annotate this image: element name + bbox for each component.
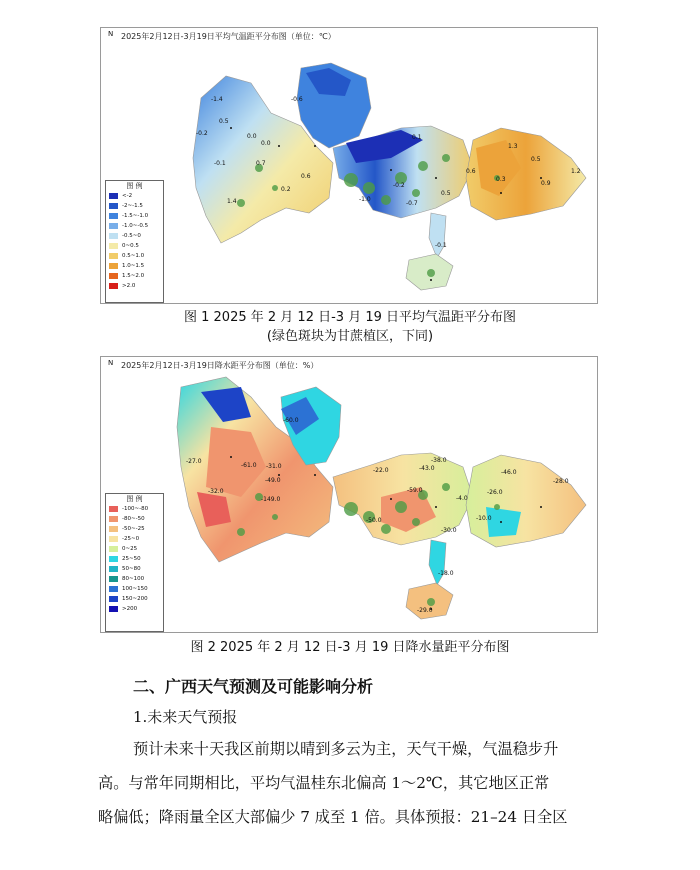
map-value: -4.0 (456, 495, 468, 502)
map-value: -49.0 (265, 477, 281, 484)
figure1-caption: 图 1 2025 年 2 月 12 日-3 月 19 日平均气温距平分布图 (184, 310, 516, 325)
legend-swatch (109, 243, 118, 249)
map-value: 0.5 (531, 156, 541, 163)
legend-swatch (109, 263, 118, 269)
map-legend (105, 180, 164, 303)
legend-item: >200 (109, 604, 163, 614)
map-value: 0.3 (496, 176, 506, 183)
legend-item: -1.5~-1.0 (109, 211, 163, 221)
map-value: 0.2 (281, 186, 291, 193)
legend-swatch (109, 233, 118, 239)
legend-item: 100~150 (109, 584, 163, 594)
figure2-caption: 图 2 2025 年 2 月 12 日-3 月 19 日降水量距平分布图 (190, 640, 510, 655)
map-value: -149.0 (261, 496, 281, 503)
map-value: -27.0 (186, 458, 202, 465)
map-value: 0.9 (541, 180, 551, 187)
map-value: -0.2 (196, 130, 208, 137)
paragraph-line: 略偏低；降雨量全区大部偏少 7 成至 1 倍。具体预报：21–24 日全区 (98, 808, 568, 826)
map-value: -18.0 (438, 570, 454, 577)
map-value: 0.0 (261, 140, 271, 147)
map-value: -0.2 (393, 182, 405, 189)
legend-swatch (109, 536, 118, 542)
map-value: -1.4 (211, 96, 223, 103)
legend-item: 0~0.5 (109, 241, 163, 251)
section-heading: 二、广西天气预测及可能影响分析 (133, 677, 374, 696)
map-value: -0.1 (214, 160, 226, 167)
legend-item: 0~25 (109, 544, 163, 554)
legend-swatch (109, 253, 118, 259)
map-value: 1.3 (508, 143, 518, 150)
map-value: 0.6 (466, 168, 476, 175)
legend-item: <-2 (109, 191, 163, 201)
legend-item: 1.5~2.0 (109, 271, 163, 281)
map-legend (105, 493, 164, 632)
map-value: -31.0 (266, 463, 282, 470)
map-value: -60.0 (283, 417, 299, 424)
legend-swatch (109, 516, 118, 522)
legend-swatch (109, 213, 118, 219)
map-value: 0.6 (301, 173, 311, 180)
legend-item: >2.0 (109, 281, 163, 291)
map-value: -0.7 (406, 200, 418, 207)
map-title: 2025年2月12日-3月19日降水距平分布图（单位：%） (121, 361, 319, 370)
map-value: -26.0 (487, 489, 503, 496)
legend-swatch (109, 223, 118, 229)
temperature-anomaly-map (100, 27, 598, 304)
legend-item: 1.0~1.5 (109, 261, 163, 271)
legend-swatch (109, 586, 118, 592)
map-title: 2025年2月12日-3月19日平均气温距平分布图（单位：℃） (121, 32, 336, 41)
legend-item: 50~80 (109, 564, 163, 574)
map-value: -30.0 (441, 527, 457, 534)
map-value: -28.0 (553, 478, 569, 485)
north-arrow-icon: N (108, 30, 114, 38)
legend-swatch (109, 576, 118, 582)
legend-item: 150~200 (109, 594, 163, 604)
map-value: 0.0 (247, 133, 257, 140)
paragraph-line: 预计未来十天我区前期以晴到多云为主，天气干燥，气温稳步升 (133, 740, 559, 758)
legend-item: 0.5~1.0 (109, 251, 163, 261)
legend-title: 图 例 (126, 495, 143, 503)
legend-item: -100~-80 (109, 504, 163, 514)
section-subheading: 1.未来天气预报 (133, 708, 238, 726)
map-value: 0.1 (412, 134, 422, 141)
figure1-caption-note: (绿色斑块为甘蔗植区，下同) (266, 329, 434, 344)
legend-swatch (109, 506, 118, 512)
precipitation-anomaly-map (100, 356, 598, 633)
legend-item: -50~-25 (109, 524, 163, 534)
legend-swatch (109, 526, 118, 532)
map-value: 0.7 (256, 160, 266, 167)
map-value: 0.5 (219, 118, 229, 125)
map-value: -61.0 (241, 462, 257, 469)
map-value: -32.0 (208, 488, 224, 495)
map-value: -10.0 (476, 515, 492, 522)
temperature-map-graphic (101, 28, 597, 303)
map-value: -22.0 (373, 467, 389, 474)
map-value: -38.0 (431, 457, 447, 464)
legend-swatch (109, 193, 118, 199)
map-value: 0.5 (441, 190, 451, 197)
map-value: 1.4 (227, 198, 237, 205)
map-value: -29.0 (417, 607, 433, 614)
legend-item: -80~-50 (109, 514, 163, 524)
legend-swatch (109, 606, 118, 612)
legend-swatch (109, 556, 118, 562)
legend-item: 80~100 (109, 574, 163, 584)
legend-item: -2~-1.5 (109, 201, 163, 211)
precipitation-map-graphic (101, 357, 597, 632)
map-value: -46.0 (501, 469, 517, 476)
legend-swatch (109, 546, 118, 552)
map-value: 1.2 (571, 168, 581, 175)
map-value: -59.0 (407, 487, 423, 494)
map-value: -43.0 (419, 465, 435, 472)
legend-swatch (109, 596, 118, 602)
north-arrow-icon: N (108, 359, 114, 367)
map-value: -0.1 (435, 242, 447, 249)
legend-swatch (109, 273, 118, 279)
legend-swatch (109, 203, 118, 209)
legend-swatch (109, 566, 118, 572)
legend-item: -0.5~0 (109, 231, 163, 241)
legend-item: 25~50 (109, 554, 163, 564)
map-value: -0.6 (291, 96, 303, 103)
paragraph-line: 高。与常年同期相比，平均气温桂东北偏高 1～2℃，其它地区正常 (98, 774, 550, 792)
map-value: -50.0 (366, 517, 382, 524)
map-value: -1.0 (359, 196, 371, 203)
legend-title: 图 例 (126, 182, 143, 190)
legend-item: -25~0 (109, 534, 163, 544)
legend-item: -1.0~-0.5 (109, 221, 163, 231)
legend-swatch (109, 283, 118, 289)
